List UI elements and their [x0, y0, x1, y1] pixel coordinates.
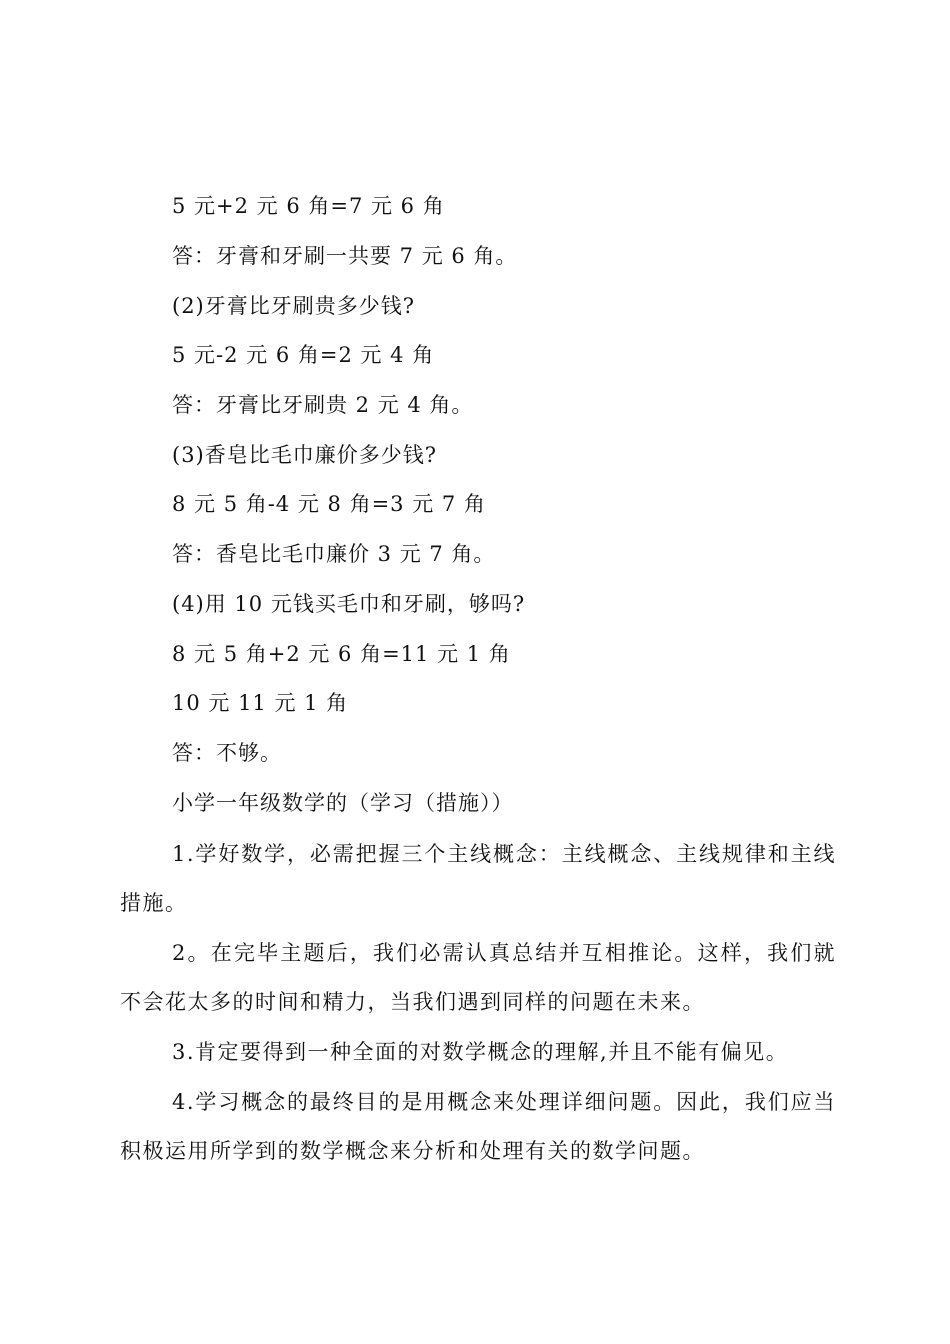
equation-line-3: 8 元 5 角-4 元 8 角=3 元 7 角 — [172, 492, 486, 516]
answer-line-4: 答：不够。 — [172, 741, 282, 765]
method-paragraph-2: 2。在完毕主题后，我们必需认真总结并互相推论。这样，我们就不会花太多的时间和精力，当我们遇到同样的问题在未来。 — [120, 941, 836, 1014]
equation-line-4: 8 元 5 角+2 元 6 角=11 元 1 角 — [172, 642, 511, 666]
method-paragraph-4: 4.学习概念的最终目的是用概念来处理详细问题。因此，我们应当积极运用所学到的数学概念来分析和处理有关的数学问题。 — [120, 1090, 836, 1163]
answer-line-1: 答：牙膏和牙刷一共要 7 元 6 角。 — [172, 244, 518, 268]
comparison-line-4: 10 元 11 元 1 角 — [172, 691, 349, 715]
equation-line-1: 5 元+2 元 6 角=7 元 6 角 — [172, 194, 445, 218]
method-paragraph-1: 1.学好数学，必需把握三个主线概念：主线概念、主线规律和主线措施。 — [120, 842, 836, 915]
question-line-3: (3)香皂比毛巾廉价多少钱? — [172, 443, 438, 467]
question-line-4: (4)用 10 元钱买毛巾和牙刷，够吗? — [172, 592, 526, 616]
answer-line-2: 答：牙膏比牙刷贵 2 元 4 角。 — [172, 393, 474, 417]
answer-line-3: 答：香皂比毛巾廉价 3 元 7 角。 — [172, 542, 496, 566]
method-paragraph-3: 3.肯定要得到一种全面的对数学概念的理解,并且不能有偏见。 — [172, 1040, 789, 1064]
equation-line-2: 5 元-2 元 6 角=2 元 4 角 — [172, 343, 435, 367]
section-heading: 小学一年级数学的（学习（措施）） — [172, 791, 514, 815]
question-line-2: (2)牙膏比牙刷贵多少钱? — [172, 294, 416, 318]
